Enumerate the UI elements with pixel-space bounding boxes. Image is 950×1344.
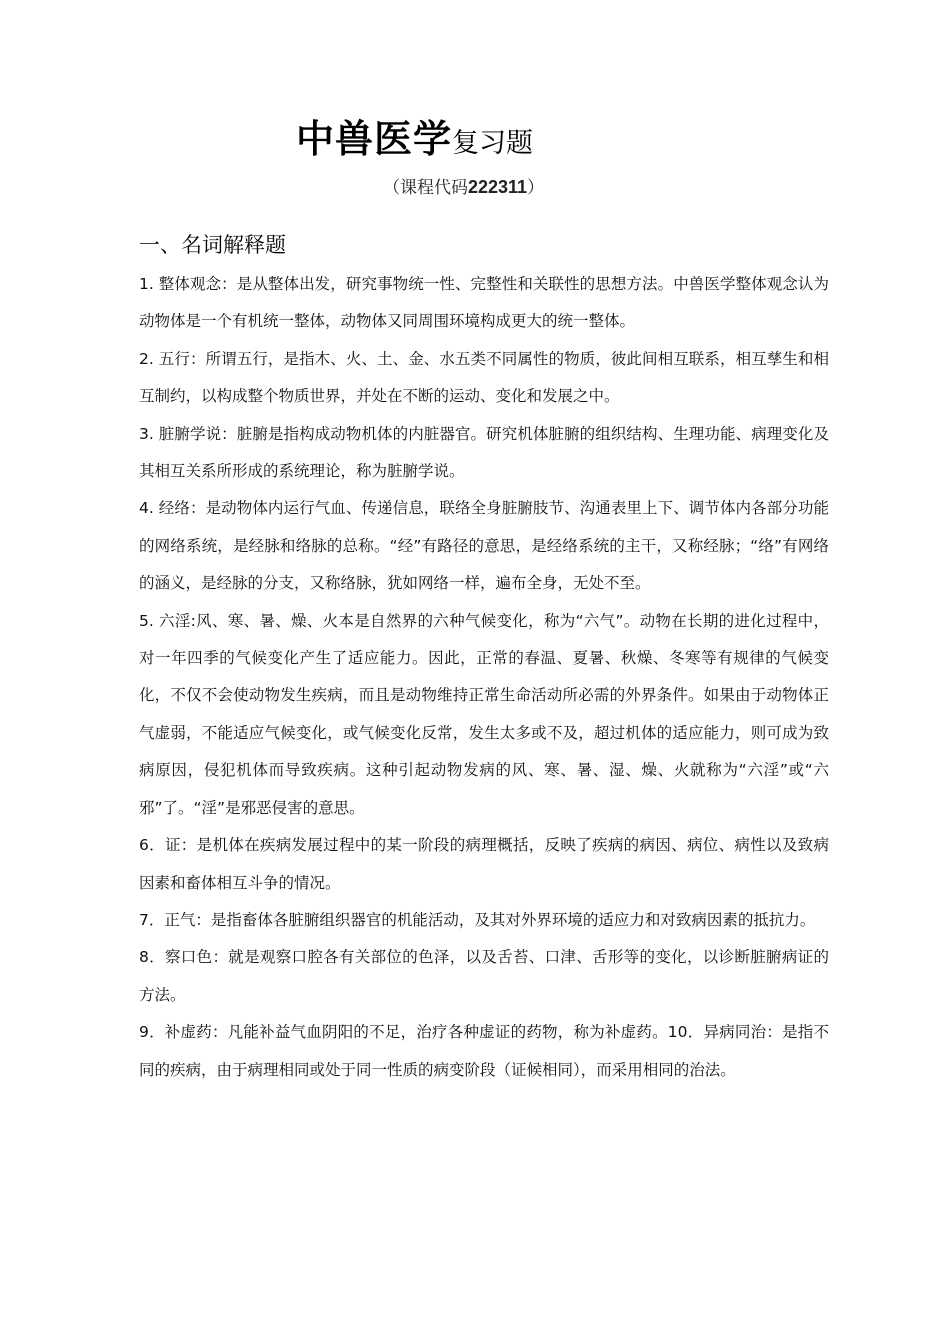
section-heading: 一、名词解释题 (139, 233, 286, 257)
course-code-prefix: （课程代码 (383, 178, 468, 198)
course-code: 222311 (468, 177, 528, 197)
definition-entry-6: 6．证：是机体在疾病发展过程中的某一阶段的病理概括，反映了疾病的病因、病位、病性以及致病因素和畜体相互斗争的情况。 (139, 836, 829, 892)
definition-entry-7: 7．正气：是指畜体各脏腑组织器官的机能活动，及其对外界环境的适应力和对致病因素的抵抗力。 (139, 910, 816, 929)
title-main: 中兽医学 (296, 117, 453, 161)
definition-entry-4: 4. 经络：是动物体内运行气血、传递信息，联络全身脏腑肢节、沟通表里上下、调节体内各部分功能的网络系统，是经脉和络脉的总称。“经”有路径的意思，是经络系统的主干，又称经脉；“络”有网络的涵义，是经脉的分支，又称络脉，犹如网络一样，遍布全身，无处不至。 (139, 499, 829, 593)
definition-entry-3: 3. 脏腑学说：脏腑是指构成动物机体的内脏器官。研究机体脏腑的组织结构、生理功能、病理变化及其相互关系所形成的系统理论，称为脏腑学说。 (139, 424, 829, 481)
definition-entry-2: 2. 五行：所谓五行，是指木、火、土、金、水五类不同属性的物质，彼此间相互联系，相互孳生和相互制约，以构成整个物质世界，并处在不断的运动、变化和发展之中。 (139, 349, 829, 406)
definition-entry-5: 5. 六淫:风、寒、暑、燥、火本是自然界的六种气候变化，称为“六气”。动物在长期的进化过程中，对一年四季的气候变化产生了适应能力。因此，正常的春温、夏暑、秋燥、冬寒等有规律的气候变化，不仅不会使动物发生疾病，而且是动物维持正常生命活动所必需的外界条件。如果由于动物体正气虚弱，不能适应气候变化，或气候变化反常，发生太多或不及，超过机体的适应能力，则可成为致病原因，侵犯机体而导致疾病。这种引起动物发病的风、寒、暑、湿、燥、火就称为“六淫”或“六邪”了。“淫”是邪恶侵害的意思。 (139, 611, 829, 817)
definition-entry-1: 1. 整体观念：是从整体出发，研究事物统一性、完整性和关联性的思想方法。中兽医学整体观念认为动物体是一个有机统一整体，动物体又同周围环境构成更大的统一整体。 (139, 275, 829, 331)
definition-entry-9-10: 9．补虚药：凡能补益气血阴阳的不足，治疗各种虚证的药物，称为补虚药。10．异病同治：是指不同的疾病，由于病理相同或处于同一性质的病变阶段（证候相同），而采用相同的治法。 (139, 1023, 829, 1079)
document-title (296, 108, 533, 163)
term-definitions (139, 266, 829, 1089)
course-code-suffix: ） (527, 178, 545, 198)
course-code-line (383, 173, 544, 198)
definition-entry-8: 8．察口色：就是观察口腔各有关部位的色泽，以及舌苔、口津、舌形等的变化，以诊断脏腑病证的方法。 (139, 948, 829, 1004)
title-suffix: 复习题 (452, 128, 534, 159)
